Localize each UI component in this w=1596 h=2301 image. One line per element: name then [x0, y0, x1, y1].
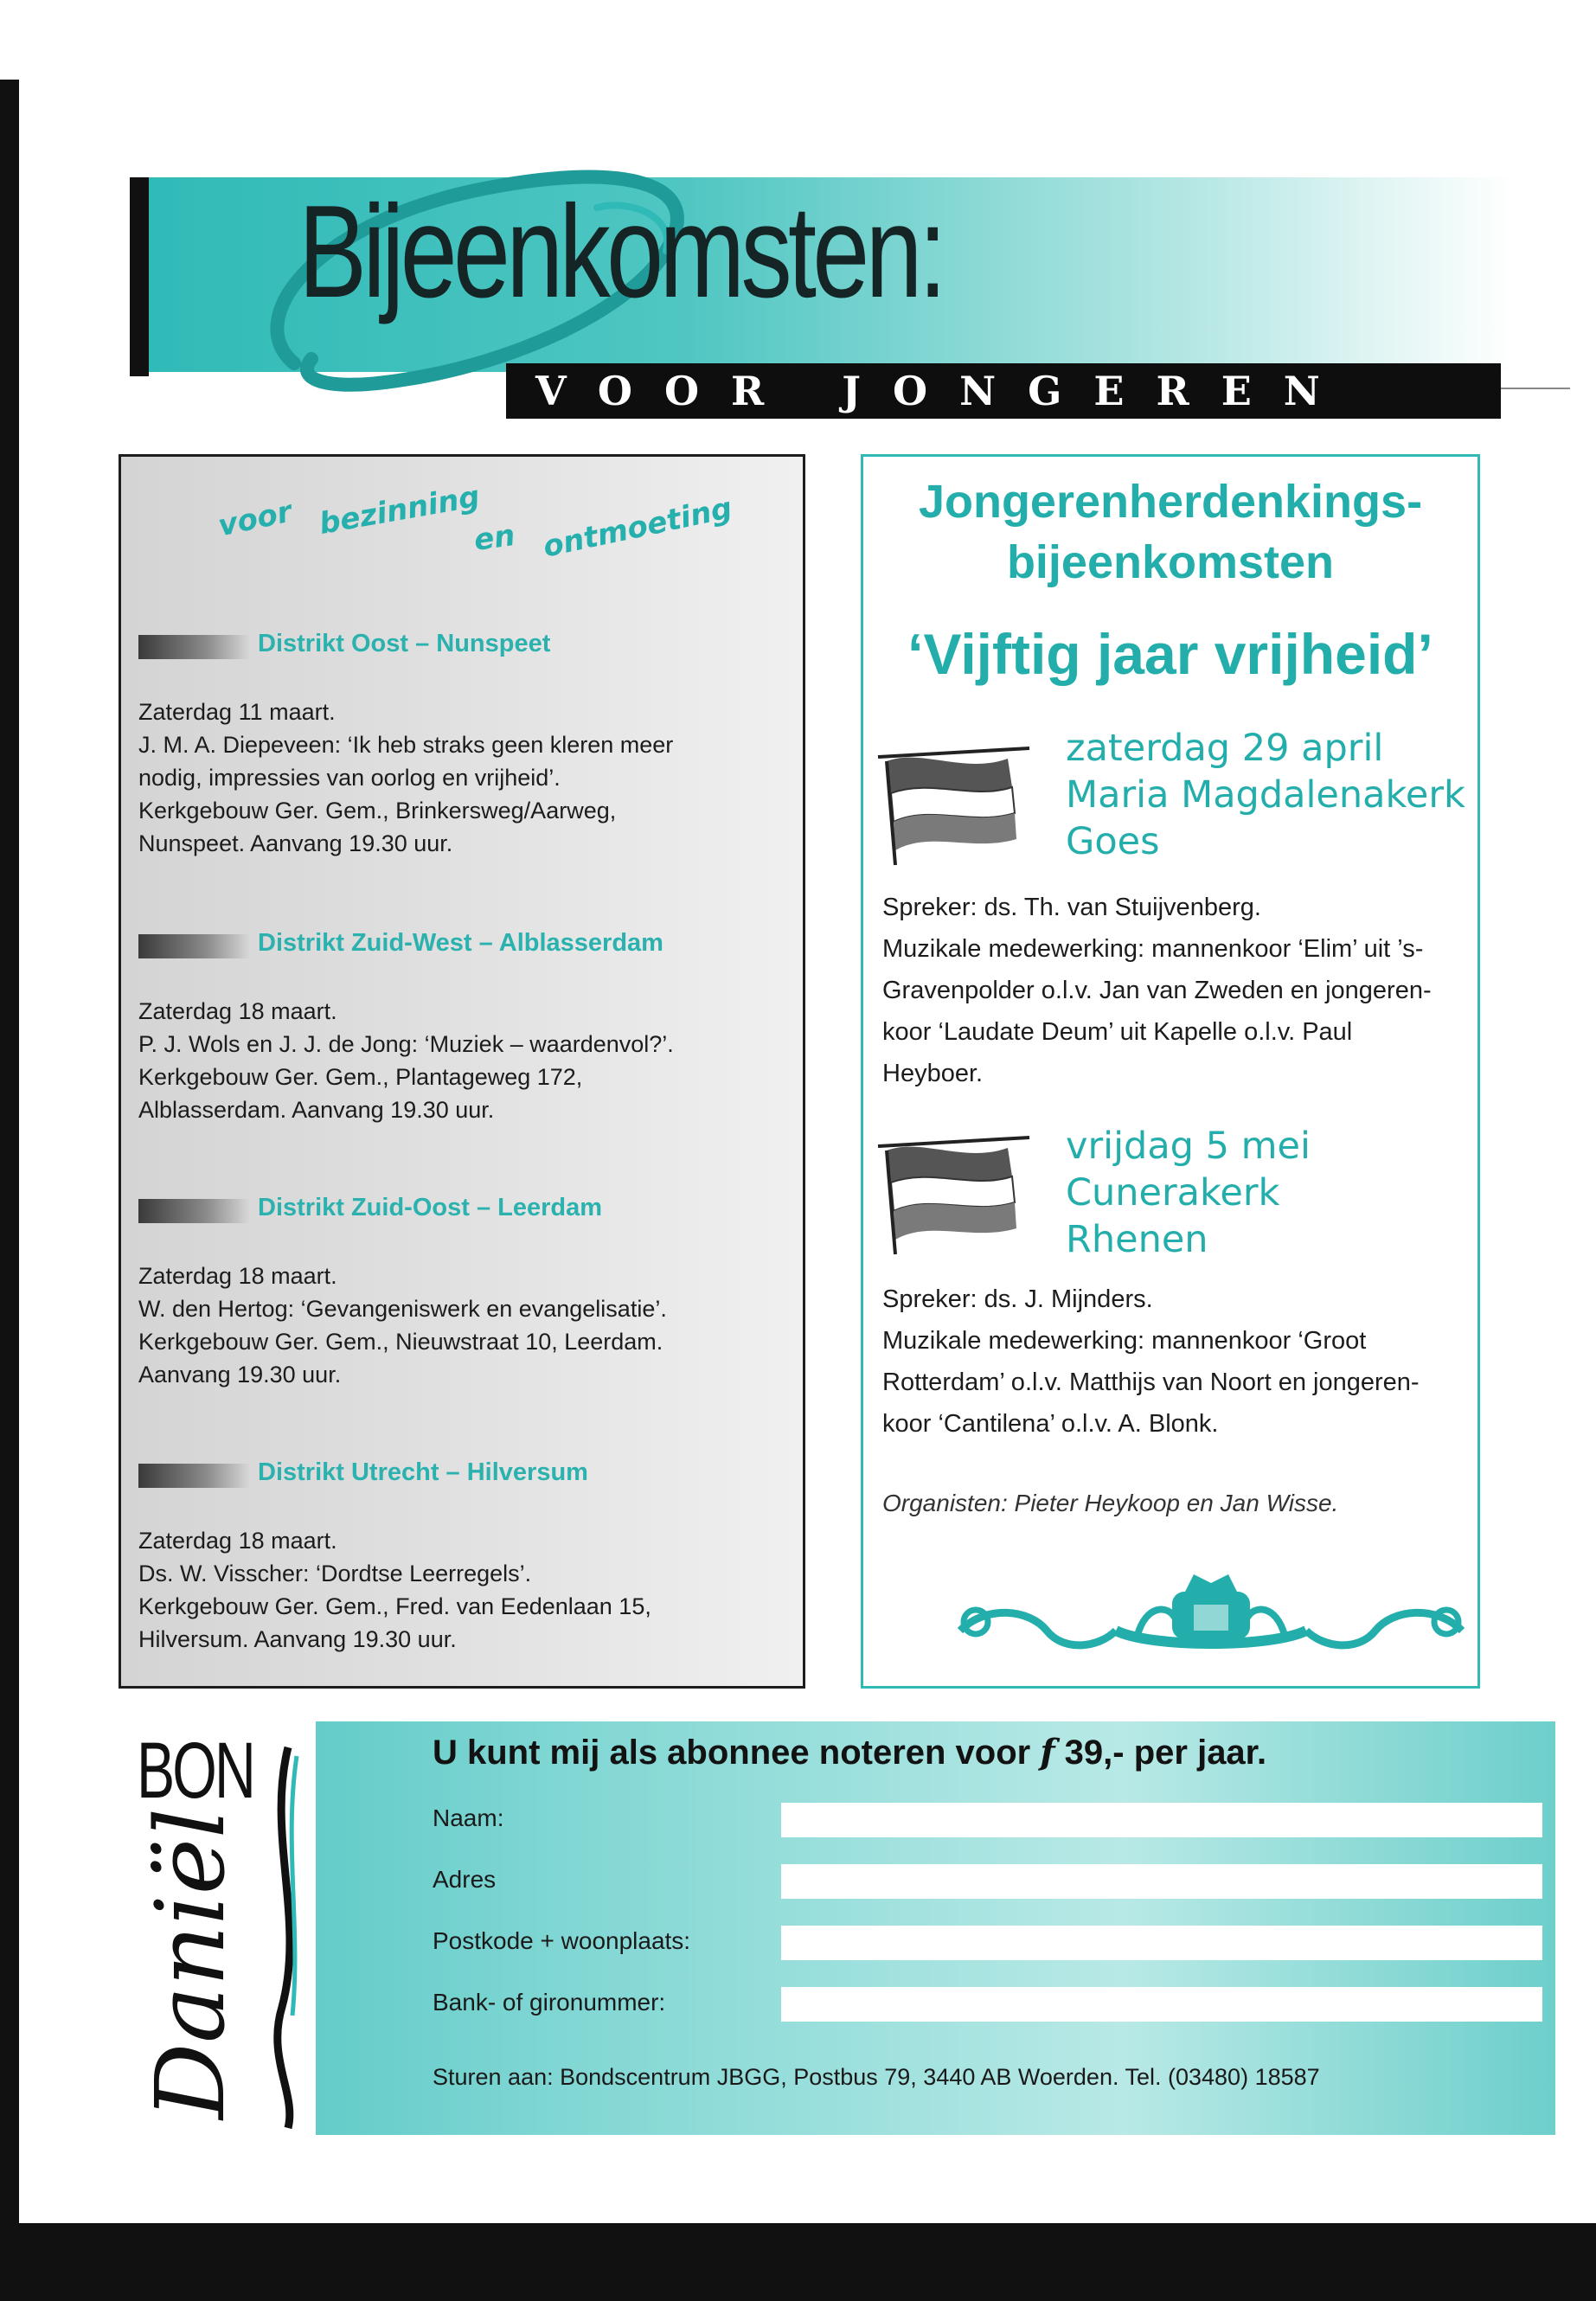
tagline-word: ontmoeting — [540, 490, 735, 565]
detail-line: koor ‘Laudate Deum’ uit Kapelle o.l.v. Paul — [882, 1018, 1353, 1046]
bank-number-field[interactable] — [781, 1987, 1542, 2022]
district-details — [138, 1524, 770, 1656]
district-title: Distrikt Zuid-Oost – Leerdam — [258, 1194, 603, 1221]
district-details — [138, 1259, 770, 1391]
page-top-margin — [0, 0, 1596, 80]
postcode-city-field[interactable] — [781, 1926, 1542, 1960]
detail-line: Muzikale medewerking: mannenkoor ‘Groot — [882, 1327, 1367, 1355]
header-rule — [1501, 388, 1570, 389]
event-date: vrijdag 5 mei — [1066, 1125, 1311, 1168]
detail-line: Ds. W. Visscher: ‘Dordtse Leerregels’. — [138, 1561, 532, 1586]
detail-line: Gravenpolder o.l.v. Jan van Zweden en jongeren- — [882, 977, 1432, 1004]
detail-line: Aanvang 19.30 uur. — [138, 1362, 342, 1388]
detail-line: Zaterdag 11 maart. — [138, 699, 336, 725]
district-bar-icon — [138, 1199, 251, 1223]
detail-line: Kerkgebouw Ger. Gem., Fred. van Eedenlaan 15, — [138, 1593, 651, 1619]
detail-line: Alblasserdam. Aanvang 19.30 uur. — [138, 1097, 495, 1123]
coupon-logo-bon: BON — [137, 1727, 253, 1815]
detail-line: Heyboer. — [882, 1060, 984, 1087]
district-details — [138, 695, 770, 860]
detail-line: J. M. A. Diepeveen: ‘Ik heb straks geen kleren meer — [138, 732, 674, 758]
detail-line: Zaterdag 18 maart. — [138, 1528, 337, 1554]
organists-note: Organisten: Pieter Heykoop en Jan Wisse. — [882, 1490, 1339, 1516]
address-field[interactable] — [781, 1864, 1542, 1899]
detail-line: Zaterdag 18 maart. — [138, 1263, 337, 1289]
event-city: Rhenen — [1066, 1218, 1208, 1261]
detail-line: nodig, impressies van oorlog en vrijheid’. — [138, 765, 561, 791]
detail-line: Zaterdag 18 maart. — [138, 998, 337, 1024]
coupon-title-suffix: 39,- per jaar. — [1054, 1734, 1267, 1772]
commemoration-theme: ‘Vijftig jaar vrijheid’ — [907, 622, 1433, 686]
district-bar-icon — [138, 635, 251, 659]
scan-bottom-edge — [0, 2223, 1596, 2301]
event-header — [1066, 1123, 1311, 1263]
coupon-title — [433, 1732, 1266, 1772]
event-date: zaterdag 29 april — [1066, 727, 1384, 770]
detail-line: W. den Hertog: ‘Gevangeniswerk en evangelisatie’. — [138, 1296, 667, 1322]
commemoration-heading — [861, 471, 1480, 593]
event-details — [882, 887, 1471, 1094]
district-title: Distrikt Zuid-West – Alblasserdam — [258, 929, 663, 957]
district-title: Distrikt Utrecht – Hilversum — [258, 1458, 588, 1486]
tagline-word: en — [471, 517, 517, 559]
detail-line: Hilversum. Aanvang 19.30 uur. — [138, 1626, 457, 1652]
page-title: Bijeenkomsten: — [298, 178, 944, 325]
royal-crest-ornament-icon — [952, 1570, 1471, 1665]
detail-line: Kerkgebouw Ger. Gem., Nieuwstraat 10, Leerdam. — [138, 1329, 663, 1355]
postcode-city-label: Postkode + woonplaats: — [433, 1927, 691, 1954]
detail-line: Nunspeet. Aanvang 19.30 uur. — [138, 830, 453, 856]
heading-line: Jongerenherdenkings- — [918, 476, 1423, 528]
flag-icon — [869, 1129, 1034, 1259]
event-header — [1066, 725, 1465, 865]
detail-line: Spreker: ds. J. Mijnders. — [882, 1285, 1153, 1313]
scan-left-edge — [0, 80, 19, 2223]
detail-line: P. J. Wols en J. J. de Jong: ‘Muziek – waardenvol?’. — [138, 1031, 674, 1057]
event-city: Goes — [1066, 820, 1160, 863]
district-bar-icon — [138, 934, 251, 958]
event-venue: Cunerakerk — [1066, 1171, 1280, 1215]
name-label: Naam: — [433, 1804, 504, 1831]
district-details — [138, 995, 770, 1126]
heading-line: bijeenkomsten — [1006, 536, 1335, 588]
coupon-logo-name: Daniël — [135, 1807, 246, 2119]
daniel-logo — [128, 1730, 305, 2132]
header-left-bar — [130, 177, 149, 376]
district-heading — [138, 1194, 796, 1228]
district-heading — [138, 630, 796, 664]
tagline-word: bezinning — [316, 479, 483, 542]
bank-number-label: Bank- of gironummer: — [433, 1989, 666, 2016]
address-label: Adres — [433, 1866, 497, 1893]
event-details — [882, 1279, 1471, 1445]
coupon-title-prefix: U kunt mij als abonnee noteren voor — [433, 1734, 1041, 1772]
event-venue: Maria Magdalenakerk — [1066, 773, 1465, 817]
district-title: Distrikt Oost – Nunspeet — [258, 630, 551, 657]
detail-line: Kerkgebouw Ger. Gem., Brinkersweg/Aarweg, — [138, 798, 617, 824]
detail-line: Spreker: ds. Th. van Stuijvenberg. — [882, 894, 1261, 921]
name-field[interactable] — [781, 1803, 1542, 1837]
district-heading — [138, 929, 796, 964]
district-heading — [138, 1458, 796, 1493]
tagline-word: voor — [215, 494, 295, 544]
detail-line: Muzikale medewerking: mannenkoor ‘Elim’ uit ’s- — [882, 935, 1424, 963]
detail-line: koor ‘Cantilena’ o.l.v. A. Blonk. — [882, 1410, 1219, 1438]
detail-line: Kerkgebouw Ger. Gem., Plantageweg 172, — [138, 1064, 583, 1090]
district-bar-icon — [138, 1464, 251, 1488]
currency-symbol: f — [1040, 1732, 1055, 1772]
coupon-send-address: Sturen aan: Bondscentrum JBGG, Postbus 79, 3440 AB Woerden. Tel. (03480) 18587 — [433, 2064, 1320, 2090]
detail-line: Rotterdam’ o.l.v. Matthijs van Noort en jongeren- — [882, 1368, 1420, 1396]
page-subtitle: VOOR JONGEREN — [506, 363, 1501, 419]
flag-icon — [869, 740, 1034, 869]
